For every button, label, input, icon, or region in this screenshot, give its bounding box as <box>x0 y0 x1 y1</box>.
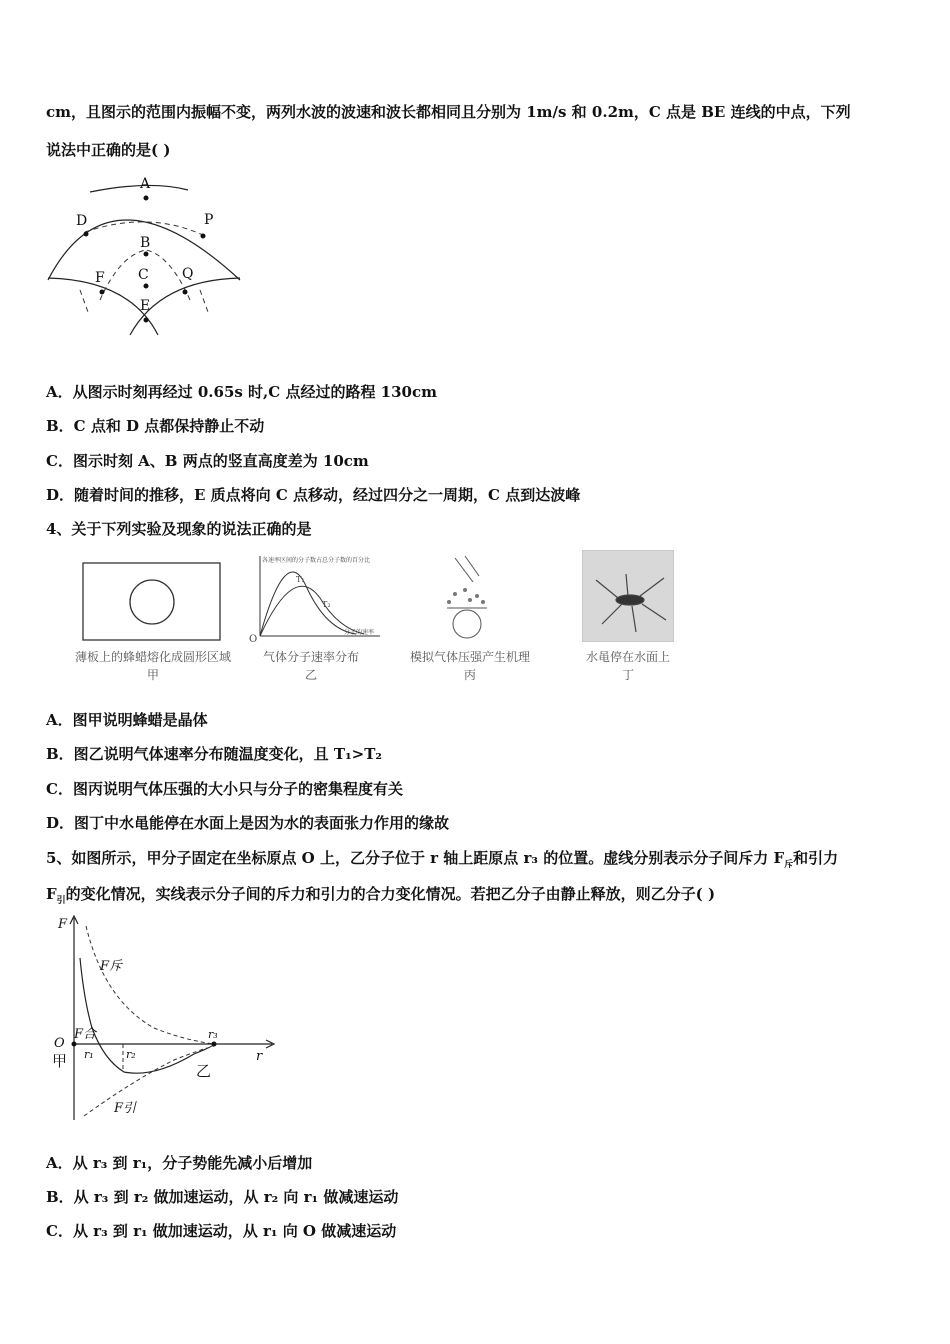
label-D: D <box>76 213 88 229</box>
graph-F-attract-label: F引 <box>114 1101 137 1116</box>
yi-molecule-point <box>212 1042 217 1047</box>
label-E: E <box>140 298 151 314</box>
q4-option-a: A．图甲说明蜂蜡是晶体 <box>46 711 208 729</box>
fig-yi-speed-distribution <box>246 552 386 644</box>
point-A <box>144 196 149 201</box>
label-A: A <box>140 176 151 192</box>
yi-label-T1: T₁ <box>296 575 305 584</box>
caption-bing: 模拟气体压强产生机理 <box>409 650 530 664</box>
F-total-curve <box>80 958 214 1073</box>
tag-jia: 甲 <box>146 668 159 682</box>
q3-option-b: B．C 点和 D 点都保持静止不动 <box>46 417 265 435</box>
q5-stem-line1: 5、如图所示，甲分子固定在坐标原点 O 上，乙分子位于 r 轴上距原点 r₃ 的位置。虚线分别表示分子间斥力 $F_斥$和引力 <box>46 849 839 870</box>
graph-jia-label: 甲 <box>52 1052 68 1070</box>
fig-ding-water-strider-photo <box>582 550 674 642</box>
wave-interference-figure <box>40 170 250 345</box>
q3-stem-line2: 说法中正确的是( ) <box>46 141 171 159</box>
yi-xlabel: 分子的速率 <box>344 629 375 636</box>
graph-r1-label: r₁ <box>84 1048 94 1061</box>
label-B: B <box>140 235 151 251</box>
tag-ding: 丁 <box>621 668 634 682</box>
fig-bing-pressure-model <box>425 552 505 644</box>
tag-yi: 乙 <box>304 668 317 682</box>
q5-option-c: C．从 r₃ 到 r₁ 做加速运动，从 r₁ 向 O 做减速运动 <box>46 1222 397 1240</box>
graph-origin-label: O <box>54 1036 65 1051</box>
point-E <box>144 318 149 323</box>
point-F <box>100 290 105 295</box>
label-Q: Q <box>182 266 194 282</box>
graph-r-axis-label: r <box>256 1049 263 1064</box>
graph-yi-label: 乙 <box>196 1062 212 1080</box>
point-Q <box>183 290 188 295</box>
q3-option-d: D．随着时间的推移，E 质点将向 C 点移动，经过四分之一周期，C 点到达波峰 <box>46 486 581 504</box>
q3-option-a: A．从图示时刻再经过 0.65s 时,C 点经过的路程 130cm <box>46 383 437 401</box>
yi-origin: O <box>249 634 258 644</box>
point-B <box>144 252 149 257</box>
q5-option-b: B．从 r₃ 到 r₂ 做加速运动，从 r₂ 向 r₁ 做减速运动 <box>46 1188 399 1206</box>
point-D <box>84 232 89 237</box>
fig-jia-wax-plate <box>82 562 222 642</box>
q3-stem-line1: cm，且图示的范围内振幅不变，两列水波的波速和波长都相同且分别为 1m/s 和 0.2m，C 点是 BE 连线的中点，下列 <box>46 103 851 121</box>
caption-yi: 气体分子速率分布 <box>262 650 359 664</box>
point-P <box>201 234 206 239</box>
F-attract-curve <box>84 1046 214 1116</box>
graph-F-axis-label: F <box>58 917 68 932</box>
wave-front-arc-top <box>90 185 188 192</box>
graph-F-repel-label: F斥 <box>100 959 123 974</box>
caption-jia: 薄板上的蜂蜡熔化成圆形区域 <box>74 650 231 664</box>
q5-option-a: A．从 r₃ 到 r₁，分子势能先减小后增加 <box>46 1154 313 1172</box>
q3-option-c: C．图示时刻 A、B 两点的竖直高度差为 10cm <box>46 452 369 470</box>
curve-T1 <box>260 572 356 636</box>
label-F: F <box>95 270 105 286</box>
q4-option-d: D．图丁中水黾能停在水面上是因为水的表面张力作用的缘故 <box>46 814 450 832</box>
point-C <box>144 284 149 289</box>
graph-r2-label: r₂ <box>126 1048 136 1061</box>
molecular-force-graph <box>44 910 284 1130</box>
label-C: C <box>138 267 149 283</box>
graph-r3-label: r₃ <box>208 1028 218 1041</box>
caption-ding: 水黾停在水面上 <box>585 650 670 664</box>
q4-stem: 4、关于下列实验及现象的说法正确的是 <box>46 520 312 538</box>
tag-bing: 丙 <box>463 668 476 682</box>
graph-F-total-label: F合 <box>74 1027 97 1042</box>
jia-molecule-point <box>72 1042 77 1047</box>
q4-option-c: C．图丙说明气体压强的大小只与分子的密集程度有关 <box>46 780 403 798</box>
yi-label-T2: T₂ <box>322 600 331 609</box>
yi-ylabel: 各速率区间的分子数占总分子数的百分比 <box>262 557 371 564</box>
F-repel-curve <box>86 926 214 1044</box>
q5-stem-line2: $F_引$的变化情况，实线表示分子间的斥力和引力的合力变化情况。若把乙分子由静止释放，则乙分子( ) <box>46 885 716 906</box>
q4-option-b: B．图乙说明气体速率分布随温度变化，且 T₁>T₂ <box>46 745 382 763</box>
label-P: P <box>204 212 214 228</box>
